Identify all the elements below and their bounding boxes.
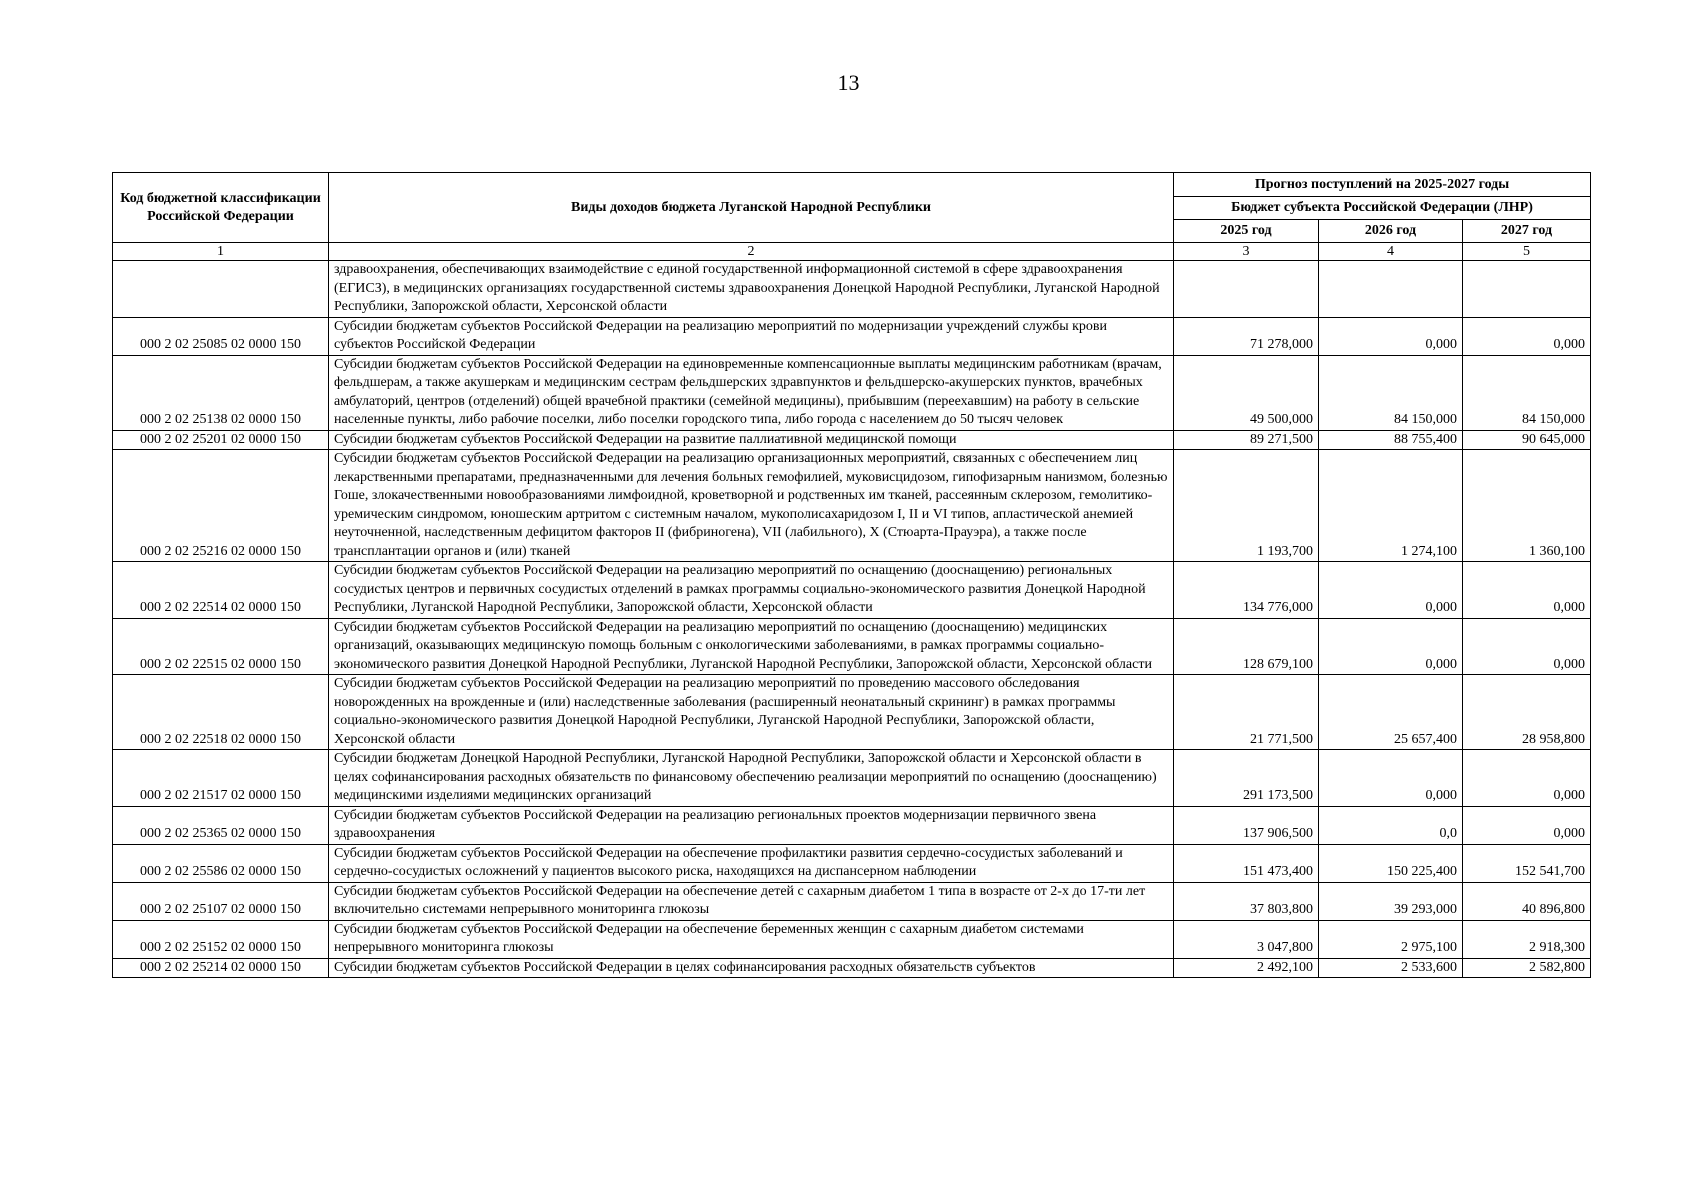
- table-row: [113, 355, 1591, 430]
- table-row: [113, 806, 1591, 844]
- row-code: 000 2 02 25365 02 0000 150: [113, 806, 329, 844]
- row-value-2027: 0,000: [1463, 317, 1591, 355]
- row-value-2025: 3 047,800: [1174, 920, 1319, 958]
- row-value-2027: 90 645,000: [1463, 430, 1591, 450]
- budget-revenue-table: [112, 172, 1591, 978]
- table-row: [113, 882, 1591, 920]
- table-row: [113, 920, 1591, 958]
- column-number: 2: [329, 243, 1174, 261]
- row-value-2027: 40 896,800: [1463, 882, 1591, 920]
- row-value-2025: 291 173,500: [1174, 750, 1319, 807]
- row-value-2027: 0,000: [1463, 806, 1591, 844]
- row-description: Субсидии бюджетам субъектов Российской Федерации в целях софинансирования расходных обязательств субъектов: [329, 958, 1174, 978]
- row-value-2025: 128 679,100: [1174, 618, 1319, 675]
- column-number: 3: [1174, 243, 1319, 261]
- row-value-2027: 84 150,000: [1463, 355, 1591, 430]
- row-value-2026: 0,000: [1319, 317, 1463, 355]
- row-description: Субсидии бюджетам субъектов Российской Федерации на обеспечение беременных женщин с сахарным диабетом системами непрерывного мониторинга глюкозы: [329, 920, 1174, 958]
- row-value-2027: 0,000: [1463, 562, 1591, 619]
- row-value-2025: 2 492,100: [1174, 958, 1319, 978]
- table-row: [113, 844, 1591, 882]
- row-value-2026: 88 755,400: [1319, 430, 1463, 450]
- row-value-2027: 0,000: [1463, 618, 1591, 675]
- row-code: 000 2 02 22518 02 0000 150: [113, 675, 329, 750]
- row-value-2026: 150 225,400: [1319, 844, 1463, 882]
- row-value-2025: 137 906,500: [1174, 806, 1319, 844]
- header-code: Код бюджетной классификации Российской Федерации: [113, 173, 329, 243]
- row-value-2025: 49 500,000: [1174, 355, 1319, 430]
- row-code: 000 2 02 21517 02 0000 150: [113, 750, 329, 807]
- row-value-2026: 25 657,400: [1319, 675, 1463, 750]
- header-year-2026: 2026 год: [1319, 220, 1463, 243]
- row-code: 000 2 02 25085 02 0000 150: [113, 317, 329, 355]
- row-value-2025: 89 271,500: [1174, 430, 1319, 450]
- row-code: 000 2 02 22515 02 0000 150: [113, 618, 329, 675]
- row-value-2026: 39 293,000: [1319, 882, 1463, 920]
- row-code: 000 2 02 25216 02 0000 150: [113, 450, 329, 562]
- table-body: [113, 261, 1591, 978]
- table-row: [113, 618, 1591, 675]
- header-desc: Виды доходов бюджета Луганской Народной Республики: [329, 173, 1174, 243]
- row-value-2027: 2 582,800: [1463, 958, 1591, 978]
- row-value-2025: 71 278,000: [1174, 317, 1319, 355]
- row-code: [113, 261, 329, 318]
- column-number: 1: [113, 243, 329, 261]
- table-row: [113, 958, 1591, 978]
- row-value-2027: 2 918,300: [1463, 920, 1591, 958]
- table-row: [113, 450, 1591, 562]
- column-number: 4: [1319, 243, 1463, 261]
- header-year-2027: 2027 год: [1463, 220, 1591, 243]
- row-value-2026: 0,0: [1319, 806, 1463, 844]
- row-value-2025: 151 473,400: [1174, 844, 1319, 882]
- row-value-2026: 0,000: [1319, 618, 1463, 675]
- table-row: [113, 675, 1591, 750]
- row-description: Субсидии бюджетам субъектов Российской Федерации на обеспечение профилактики развития сердечно-сосудистых заболеваний и сердечно-сосудистых осложнений у пациентов высокого риска, находящихся на диспансерном наблюдении: [329, 844, 1174, 882]
- page-number: 13: [837, 70, 860, 95]
- row-description: Субсидии бюджетам субъектов Российской Федерации на единовременные компенсационные выплаты медицинским работникам (врачам, фельдшерам, а также акушеркам и медицинским сестрам фельдшерских здравпунктов и фельдшерско-акушерских пунктов, врачебных амбулаторий, центров (отделений) общей врачебной практики (семейной медицины), прибывшим (переехавшим) на работу в сельские населенные пункты, либо рабочие поселки, либо поселки городского типа, либо города с населением до 50 тысяч человек: [329, 355, 1174, 430]
- row-code: 000 2 02 25107 02 0000 150: [113, 882, 329, 920]
- row-value-2027: 28 958,800: [1463, 675, 1591, 750]
- header-year-2025: 2025 год: [1174, 220, 1319, 243]
- row-value-2027: 152 541,700: [1463, 844, 1591, 882]
- row-code: 000 2 02 25152 02 0000 150: [113, 920, 329, 958]
- header-forecast: Прогноз поступлений на 2025-2027 годы: [1174, 173, 1591, 197]
- table-row: [113, 261, 1591, 318]
- row-description: Субсидии бюджетам Донецкой Народной Республики, Луганской Народной Республики, Запорожской области и Херсонской области в целях софинансирования расходных обязательств по финансовому обеспечению реализации мероприятий по оснащению (дооснащению) медицинскими изделиями медицинских организаций: [329, 750, 1174, 807]
- header-budget: Бюджет субъекта Российской Федерации (ЛНР): [1174, 197, 1591, 220]
- row-description: Субсидии бюджетам субъектов Российской Федерации на реализацию мероприятий по оснащению (дооснащению) региональных сосудистых центров и первичных сосудистых отделений в рамках программы социально-экономического развития Донецкой Народной Республики, Луганской Народной Республики, Запорожской области, Херсонской области: [329, 562, 1174, 619]
- row-value-2026: 0,000: [1319, 562, 1463, 619]
- row-code: 000 2 02 25214 02 0000 150: [113, 958, 329, 978]
- row-code: 000 2 02 22514 02 0000 150: [113, 562, 329, 619]
- row-value-2027: [1463, 261, 1591, 318]
- row-description: Субсидии бюджетам субъектов Российской Федерации на обеспечение детей с сахарным диабетом 1 типа в возрасте от 2-х до 17-ти лет включительно системами непрерывного мониторинга глюкозы: [329, 882, 1174, 920]
- row-description: Субсидии бюджетам субъектов Российской Федерации на реализацию мероприятий по проведению массового обследования новорожденных на врожденные и (или) наследственные заболевания (расширенный неонатальный скрининг) в рамках программы социально-экономического развития Донецкой Народной Республики, Луганской Народной Республики, Запорожской области, Херсонской области: [329, 675, 1174, 750]
- row-description: Субсидии бюджетам субъектов Российской Федерации на реализацию мероприятий по оснащению (дооснащению) медицинских организаций, оказывающих медицинскую помощь больным с онкологическими заболеваниями, в рамках программы социально-экономического развития Донецкой Народной Республики, Луганской Народной Республики, Запорожской области, Херсонской области: [329, 618, 1174, 675]
- table-row: [113, 562, 1591, 619]
- row-value-2025: 134 776,000: [1174, 562, 1319, 619]
- table-row: [113, 430, 1591, 450]
- row-code: 000 2 02 25138 02 0000 150: [113, 355, 329, 430]
- table-row: [113, 317, 1591, 355]
- row-value-2027: 1 360,100: [1463, 450, 1591, 562]
- row-value-2026: [1319, 261, 1463, 318]
- row-value-2025: 1 193,700: [1174, 450, 1319, 562]
- row-description: Субсидии бюджетам субъектов Российской Федерации на реализацию региональных проектов модернизации первичного звена здравоохранения: [329, 806, 1174, 844]
- row-value-2026: 2 533,600: [1319, 958, 1463, 978]
- row-value-2026: 2 975,100: [1319, 920, 1463, 958]
- row-value-2025: 37 803,800: [1174, 882, 1319, 920]
- table-row: [113, 750, 1591, 807]
- row-value-2026: 0,000: [1319, 750, 1463, 807]
- row-description: здравоохранения, обеспечивающих взаимодействие с единой государственной информационной системой в сфере здравоохранения (ЕГИСЗ), в медицинских организациях государственной системы здравоохранения Донецкой Народной Республики, Луганской Народной Республики, Запорожской области, Херсонской области: [329, 261, 1174, 318]
- row-code: 000 2 02 25586 02 0000 150: [113, 844, 329, 882]
- row-value-2026: 84 150,000: [1319, 355, 1463, 430]
- row-value-2027: 0,000: [1463, 750, 1591, 807]
- row-description: Субсидии бюджетам субъектов Российской Федерации на развитие паллиативной медицинской помощи: [329, 430, 1174, 450]
- column-number: 5: [1463, 243, 1591, 261]
- row-description: Субсидии бюджетам субъектов Российской Федерации на реализацию организационных мероприятий, связанных с обеспечением лиц лекарственными препаратами, предназначенными для лечения больных гемофилией, муковисцидозом, гипофизарным нанизмом, болезнью Гоше, злокачественными новообразованиями лимфоидной, кроветворной и родственных им тканей, рассеянным склерозом, гемолитико-уремическим синдромом, юношеским артритом с системным началом, мукополисахаридозом I, II и VI типов, апластической анемией неуточненной, наследственным дефицитом факторов II (фибриногена), VII (лабильного), X (Стюарта-Прауэра), а также после трансплантации органов и (или) тканей: [329, 450, 1174, 562]
- row-value-2025: [1174, 261, 1319, 318]
- row-value-2025: 21 771,500: [1174, 675, 1319, 750]
- row-value-2026: 1 274,100: [1319, 450, 1463, 562]
- row-description: Субсидии бюджетам субъектов Российской Федерации на реализацию мероприятий по модернизации учреждений службы крови субъектов Российской Федерации: [329, 317, 1174, 355]
- row-code: 000 2 02 25201 02 0000 150: [113, 430, 329, 450]
